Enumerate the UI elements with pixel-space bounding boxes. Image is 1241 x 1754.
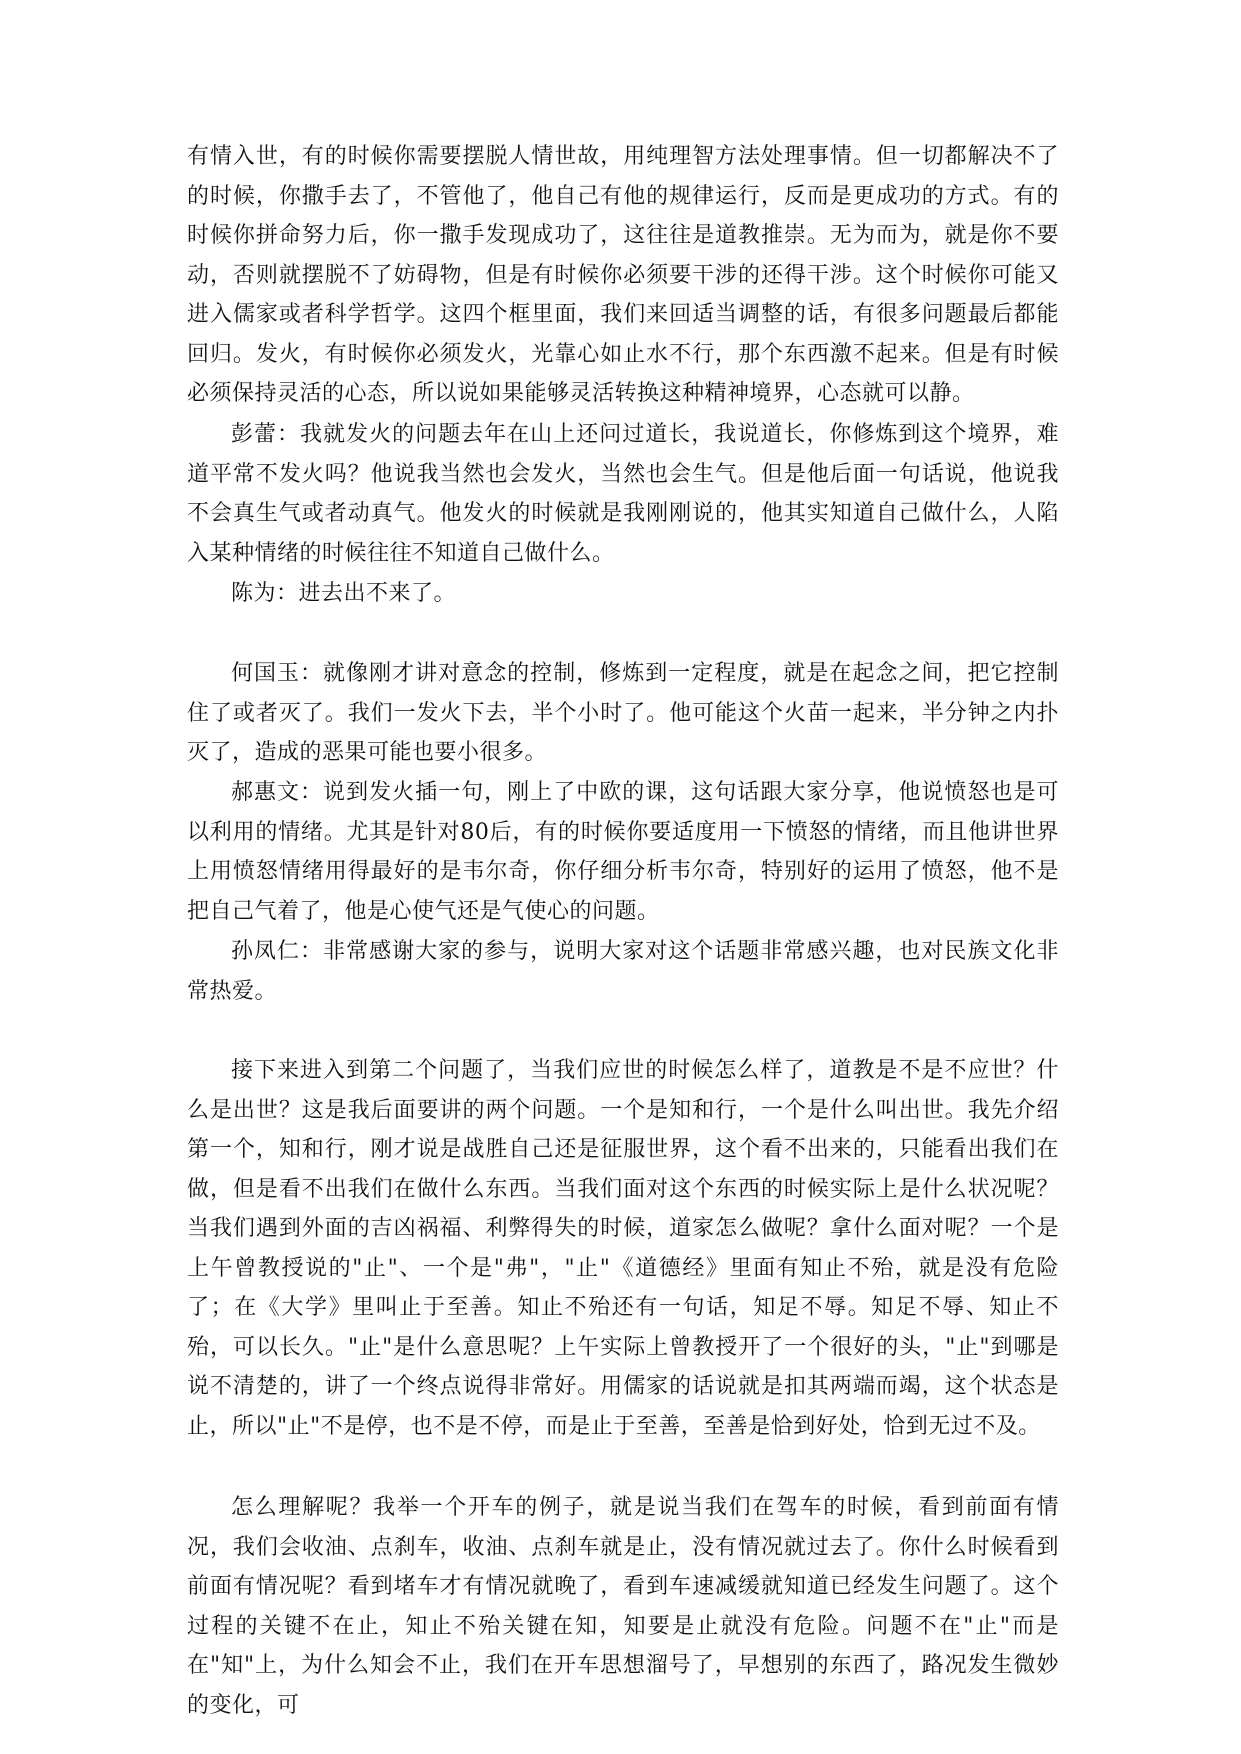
paragraph-peng-lei: 彭蕾：我就发火的问题去年在山上还问过道长，我说道长，你修炼到这个境界，难道平常不发火吗？他说我当然也会发火，当然也会生气。但是他后面一句话说，他说我不会真生气或者动真气。他发火的时候就是我刚刚说的，他其实知道自己做什么，人陷入某种情绪的时候往往不知道自己做什么。 — [187, 422, 1059, 566]
paragraph-block-6 — [187, 932, 1059, 1011]
paragraph-chen-wei: 陈为：进去出不来了。 — [231, 581, 457, 606]
paragraph-block-1 — [187, 137, 1059, 414]
paragraph-he-guoyu: 何国玉：就像刚才讲对意念的控制，修炼到一定程度，就是在起念之间，把它控制住了或者灭了。我们一发火下去，半个小时了。他可能这个火苗一起来，半分钟之内扑灭了，造成的恶果可能也要小很多。 — [187, 661, 1059, 765]
paragraph-block-4 — [187, 654, 1059, 773]
paragraph-sun-fengren: 孙凤仁：非常感谢大家的参与，说明大家对这个话题非常感兴趣，也对民族文化非常热爱。 — [187, 939, 1059, 1004]
paragraph-driving-example: 怎么理解呢？我举一个开车的例子，就是说当我们在驾车的时候，看到前面有情况，我们会收油、点刹车，收油、点刹车就是止，没有情况就过去了。你什么时候看到前面有情况呢？看到堵车才有情况就晚了，看到车速减缓就知道已经发生问题了。这个过程的关键不在止，知止不殆关键在知，知要是止就没有危险。问题不在"止"而是在"知"上，为什么知会不止，我们在开车思想溜号了，早想别的东西了，路况发生微妙的变化，可 — [187, 1495, 1059, 1718]
paragraph-block-5 — [187, 773, 1059, 931]
paragraph-continuation: 有情入世，有的时候你需要摆脱人情世故，用纯理智方法处理事情。但一切都解决不了的时候，你撒手去了，不管他了，他自己有他的规律运行，反而是更成功的方式。有的时候你拼命努力后，你一撒手发现成功了，这往往是道教推崇。无为而为，就是你不要动，否则就摆脱不了妨碍物，但是有时候你必须要干涉的还得干涉。这个时候你可能又进入儒家或者科学哲学。这四个框里面，我们来回适当调整的话，有很多问题最后都能回归。发火，有时候你必须发火，光靠心如止水不行，那个东西激不起来。但是有时候必须保持灵活的心态，所以说如果能够灵活转换这种精神境界，心态就可以静。 — [187, 144, 1059, 406]
paragraph-hao-huiwen: 郝惠文：说到发火插一句，刚上了中欧的课，这句话跟大家分享，他说愤怒也是可以利用的情绪。尤其是针对80后，有的时候你要适度用一下愤怒的情绪，而且他讲世界上用愤怒情绪用得最好的是韦尔奇，你仔细分析韦尔奇，特别好的运用了愤怒，他不是把自己气着了，他是心使气还是气使心的问题。 — [187, 780, 1059, 924]
paragraph-second-question: 接下来进入到第二个问题了，当我们应世的时候怎么样了，道教是不是不应世？什么是出世？这是我后面要讲的两个问题。一个是知和行，一个是什么叫出世。我先介绍第一个，知和行，刚才说是战胜自己还是征服世界，这个看不出来的，只能看出我们在做，但是看不出我们在做什么东西。当我们面对这个东西的时候实际上是什么状况呢？当我们遇到外面的吉凶祸福、利弊得失的时候，道家怎么做呢？拿什么面对呢？一个是上午曾教授说的"止"、一个是"弗"，"止"《道德经》里面有知止不殆，就是没有危险了；在《大学》里叫止于至善。知止不殆还有一句话，知足不辱。知足不辱、知止不殆，可以长久。"止"是什么意思呢？上午实际上曾教授开了一个很好的头，"止"到哪是说不清楚的，讲了一个终点说得非常好。用儒家的话说就是扣其两端而竭，这个状态是止，所以"止"不是停，也不是不停，而是止于至善，至善是恰到好处，恰到无过不及。 — [187, 1058, 1059, 1439]
paragraph-block-8 — [187, 1488, 1059, 1725]
paragraph-block-3 — [187, 574, 1059, 614]
paragraph-block-7 — [187, 1051, 1059, 1446]
paragraph-block-2 — [187, 415, 1059, 573]
